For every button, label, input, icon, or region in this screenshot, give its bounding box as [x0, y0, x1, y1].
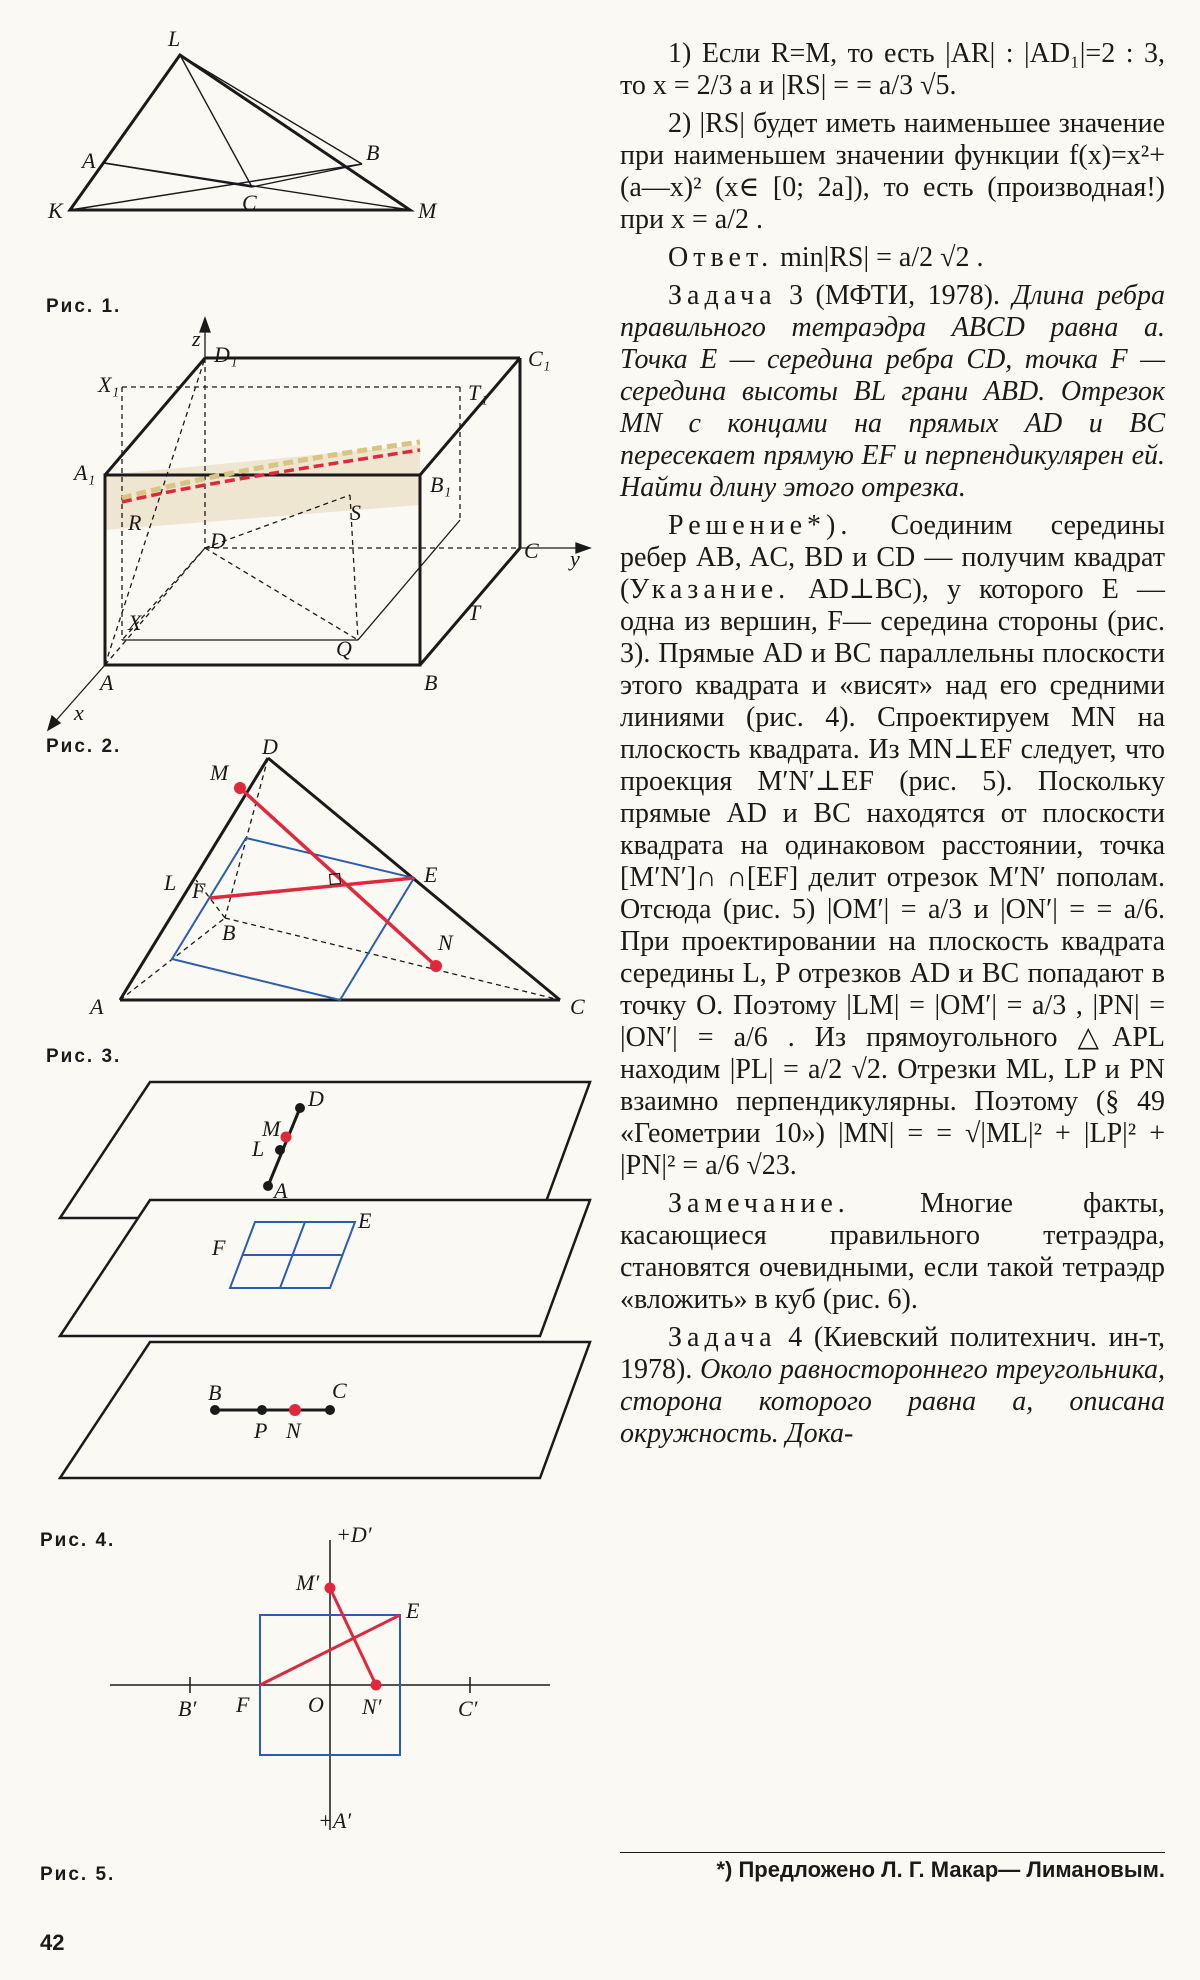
label-m: M [262, 1116, 281, 1141]
segment-lc [180, 55, 252, 187]
caption-fig2: Рис. 2. [46, 736, 122, 757]
blue-square [172, 838, 414, 1000]
paragraph-problem-3 [620, 280, 1165, 504]
label-m: M′ [296, 1570, 320, 1595]
paragraph-answer [620, 242, 1165, 274]
label-a1: A₁ [74, 460, 96, 485]
label-f: F [212, 1235, 226, 1260]
footnote: *) Предложено Л. Г. Макар— Лимановым. [620, 1852, 1165, 1883]
paragraph-remark [620, 1188, 1165, 1316]
label-d: D [308, 1086, 324, 1111]
page-number: 42 [40, 1930, 65, 1955]
label-e: E [406, 1598, 420, 1623]
label-c: C′ [458, 1696, 478, 1721]
label-b: B [208, 1380, 222, 1405]
point-n [430, 960, 442, 972]
answer-label: Ответ. [668, 242, 774, 273]
figure-5-drawing [40, 1520, 600, 1850]
point-p [257, 1405, 267, 1415]
figure-1-drawing [40, 20, 600, 230]
figure-3-drawing [40, 734, 600, 1030]
label-d: D [210, 528, 226, 553]
label-b: B [424, 670, 438, 695]
label-e: E [424, 862, 438, 887]
label-f: F [192, 878, 206, 903]
label-r: R [128, 510, 142, 535]
label-a: A [82, 148, 96, 173]
figure-2-drawing [40, 326, 600, 725]
figure-5 [40, 1520, 600, 1850]
label-y: y [570, 546, 580, 571]
label-n: N [286, 1418, 301, 1443]
edge-b1c1 [420, 358, 520, 475]
label-m: M [210, 760, 229, 785]
text-column [620, 38, 1165, 1456]
solution-text-2: AD⊥BC), у которого E — одна из вершин, F— середина стороны (рис. 3). Прямые AD и BC параллельны плоскости этого квадрата и «висят» над его средними линиями (рис. 4). Спроектируем MN на плоскость квадрата. Из MN⊥EF следует, что проекция M′N′⊥EF (рис. 5). Поскольку прямые AD и BC находятся от плоскости квадрата на одинаковом расстоянии, точка [M′N′]∩ ∩[EF] делит отрезок M′N′ пополам. Отсюда (рис. 5) |OM′| = a/3 и |ON′| = = a/6. При проектировании на плоскость квадрата середины L, P отрезков AD и BC попадают в точку O. Поэтому |LM| = |OM′| = a/3 , |PN| = |ON′| = a/6 . Из прямоугольного △APL находим |PL| = a/2 √2. Отрезки ML, LP и PN взаимно перпендикулярны. Поэтому (§ 49 «Геометрии 10») |MN| = = √|ML|² + |LP|² + |PN|² = a/6 √23. [620, 574, 1165, 1181]
label-n: N′ [362, 1694, 382, 1719]
label-b: B [222, 920, 236, 945]
caption-fig3: Рис. 3. [46, 1046, 122, 1067]
solution-label: Решение*). [668, 510, 853, 541]
triangle-klm [70, 55, 410, 210]
label-z: z [192, 326, 201, 351]
caption-fig5: Рис. 5. [40, 1864, 116, 1885]
edge-a1d1 [105, 358, 205, 475]
problem-3-statement: Длина ребра правильного тетраэдра ABCD равна a. Точка E — середина ребра CD, точка F — середина высоты BL грани ABD. Отрезок MN с концами на прямых AD и BC пересекает прямую EF и перпендикулярен ей. Найти длину этого отрезка. [620, 280, 1166, 503]
segment-fe-red [210, 878, 414, 898]
label-t: T [468, 600, 481, 625]
point-n [371, 1680, 382, 1691]
label-o: O [308, 1692, 324, 1717]
label-k: K [48, 198, 63, 223]
point-a [263, 1181, 273, 1191]
hint-label: Указание. [629, 574, 791, 605]
label-b: B [366, 140, 380, 165]
paragraph-problem-4 [620, 1322, 1165, 1450]
segment-mn-red [330, 1588, 376, 1685]
label-c1: C₁ [528, 346, 551, 371]
label-d: +D′ [336, 1522, 372, 1547]
figure-1 [40, 20, 600, 230]
label-s: S [350, 500, 361, 525]
label-c: C [242, 190, 257, 215]
label-d1: D₁ [214, 342, 238, 367]
label-t1: T₁ [468, 380, 488, 405]
problem-4-source: 4 (Киевский политехнич. ин-т, 1978). [620, 1322, 1166, 1385]
point-l [275, 1145, 285, 1155]
label-n: N [438, 930, 453, 955]
shaded-section [105, 445, 420, 530]
segment-kb [70, 164, 362, 210]
label-x1: X₁ [98, 372, 120, 397]
segment-kl [70, 55, 180, 210]
answer-value: min|RS| = a/2 √2 . [780, 242, 984, 273]
point-m [325, 1583, 336, 1594]
label-e: E [358, 1208, 372, 1233]
label-d: D [262, 734, 278, 759]
label-c: C [524, 538, 539, 563]
label-b: B′ [178, 1696, 197, 1721]
figure-2 [40, 326, 600, 725]
segment-lb [180, 55, 362, 164]
line-dq [205, 548, 358, 640]
problem-3-source: 3 (МФТИ, 1978). [789, 280, 1000, 311]
point-b [210, 1405, 220, 1415]
axis-z-arrow [200, 318, 210, 332]
segment-cb [252, 164, 362, 187]
label-l: L [164, 870, 177, 895]
point-n [289, 1404, 301, 1416]
paragraph-1: 1) Если R=M, то есть |AR| : |AD₁|=2 : 3, то x = 2/3 a и |RS| = = a/3 √5. [620, 38, 1165, 101]
figure-4 [40, 1080, 600, 1480]
caption-fig4: Рис. 4. [40, 1530, 116, 1551]
solution-text-1: Соединим середины ребер AB, AC, BD и CD — получим квадрат ( [620, 510, 1165, 605]
label-a: +A′ [318, 1808, 352, 1833]
line-qt [358, 520, 460, 640]
label-x-axis: x [74, 700, 84, 725]
edge-ad [105, 548, 205, 665]
remark-label: Замечание. [668, 1188, 850, 1219]
label-f: F [236, 1692, 250, 1717]
plane-top [60, 1082, 590, 1218]
label-l: L [252, 1136, 265, 1161]
label-a: A [90, 994, 104, 1019]
label-a: A [100, 670, 114, 695]
problem-4-statement: Около равностороннего треугольника, сторона которого равна a, описана окружность. Дока- [620, 1354, 1165, 1449]
label-m: M [418, 198, 437, 223]
label-q: Q [336, 636, 352, 661]
figure-4-drawing [40, 1080, 600, 1480]
point-m [234, 782, 246, 794]
remark-text: Многие факты, касающиеся правильного тетраэдра, становятся очевидными, если такой тетраэдр «вложить» в куб (рис. 6). [620, 1188, 1165, 1315]
point-m [281, 1132, 292, 1143]
plane-middle [60, 1200, 590, 1336]
segment-ac [104, 163, 252, 187]
paragraph-2: 2) |RS| будет иметь наименьшее значение при наименьшем значении функции f(x)=x²+(a—x)² (x∈ [0; 2a]), то есть (производная!) при x = a/2 . [620, 108, 1165, 235]
caption-fig1: Рис. 1. [46, 296, 122, 317]
paragraph-solution [620, 510, 1165, 1182]
label-c: C [570, 994, 585, 1019]
label-l: L [168, 26, 181, 51]
label-b1: B₁ [430, 472, 452, 497]
problem-4-label: Задача [668, 1322, 777, 1353]
label-c: C [332, 1378, 347, 1403]
label-a: A [274, 1178, 288, 1203]
problem-3-label: Задача [668, 280, 777, 311]
label-x-point: X [128, 610, 142, 635]
label-p: P [254, 1418, 268, 1443]
point-c [325, 1405, 335, 1415]
point-d [295, 1103, 305, 1113]
figure-3 [40, 734, 600, 1030]
